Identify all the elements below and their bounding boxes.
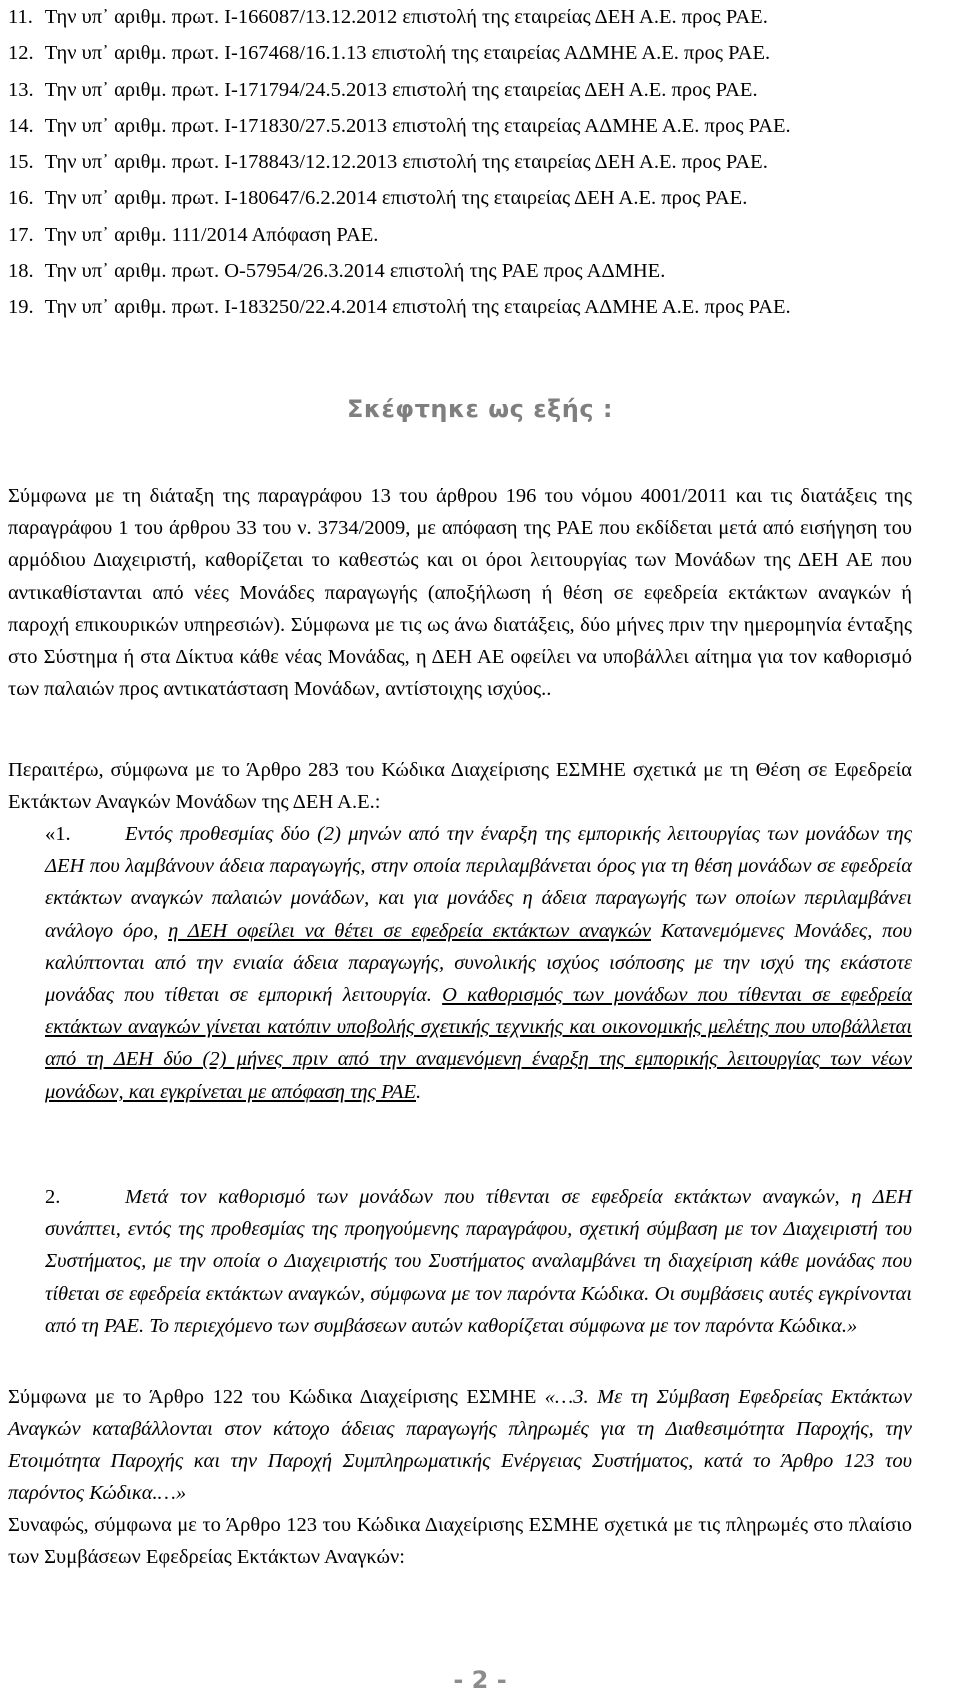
list-item [8, 292, 948, 328]
section-heading: Σκέφτηκε ως εξής : [347, 395, 613, 423]
list-item [8, 38, 948, 74]
list-number: 11. [8, 6, 33, 28]
list-text: Την υπ᾽ αριθμ. πρωτ. Ο-57954/26.3.2014 επιστολή της ΡΑΕ προς ΑΔΜΗΕ. [44, 260, 666, 283]
list-number: 18. [8, 260, 34, 283]
list-text: Την υπ᾽ αριθμ. πρωτ. Ι-171830/27.5.2013 επιστολή της εταιρείας ΑΔΜΗΕ Α.Ε. προς ΡΑΕ. [44, 114, 791, 137]
reference-list [8, 2, 948, 329]
list-number: 14. [8, 114, 34, 137]
paragraph-quote: «…3. Με τη Σύμβαση Εφεδρείας Εκτάκτων Αναγκών καταβάλλονται στον κάτοχο άδειας παραγωγής πληρωμές για τη Διαθεσιμότητα Παροχής, την Ετοιμότητα Παροχής και την Παροχή Συμπληρωματικής Ενέργειας Συστήματος, κατά το Άρθρο 123 του παρόντος Κώδικα.…» [8, 1386, 912, 1504]
list-item [8, 111, 948, 147]
quote-article-283-item-2 [45, 1181, 912, 1342]
list-item [8, 147, 948, 183]
list-item [8, 2, 948, 38]
paragraph-article-283: Περαιτέρω, σύμφωνα με το Άρθρο 283 του Κώδικα Διαχείρισης ΕΣΜΗΕ σχετικά με τη Θέση σε Εφεδρεία Εκτάκτων Αναγκών Μονάδων της ΔΕΗ Α.Ε.: [8, 759, 912, 814]
list-text: Την υπ᾽ αριθμ. πρωτ. Ι-171794/24.5.2013 επιστολή της εταιρείας ΔΕΗ Α.Ε. προς ΡΑΕ. [44, 78, 758, 101]
list-item [8, 75, 948, 111]
quote-text: Εντός προθεσμίας δύο (2) μηνών από την έναρξη της εμπορικής λειτουργίας των μονάδων της ΔΕΗ που λαμβάνουν άδεια παραγωγής, στην οποία περιλαμβάνεται όρος για τη θέση μονάδων σε εφεδρεία εκτάκτων αναγκών παλαιών μονάδων, και για μονάδες η άδεια παραγωγής των οποίων περιλαμβάνει ανάλογο όρο, [45, 823, 912, 942]
quote-item-number: «1. [45, 823, 71, 845]
paragraph-legal-basis: Σύμφωνα με τη διάταξη της παραγράφου 13 του άρθρου 196 του νόμου 4001/2011 και τις διατάξεις της παραγράφου 1 του άρθρου 33 του ν. 3734/2009, με απόφαση της ΡΑΕ που εκδίδεται μετά από εισήγηση του αρμόδιου Διαχειριστή, καθορίζεται το καθεστώς και οι όροι λειτουργίας των Μονάδων της ΔΕΗ ΑΕ που αντικαθίστανται από νέες Μονάδες παραγωγής (αποξήλωση ή θέση σε εφεδρεία εκτάκτων αναγκών ή παροχή επικουρικών υπηρεσιών). Σύμφωνα με τις ως άνω διατάξεις, δύο μήνες πριν την ημερομηνία ένταξης στο Σύστημα ή στα Δίκτυα κάθε νέας Μονάδας, η ΔΕΗ ΑΕ οφείλει να υποβάλλει αίτημα για τον καθορισμό των παλαιών προς αντικατάσταση Μονάδων, αντίστοιχης ισχύος.. [8, 485, 912, 701]
page-number: - 2 - [453, 1666, 507, 1694]
quote-article-283-item-1 [45, 818, 912, 1108]
paragraph-lead: Σύμφωνα με το Άρθρο 122 του Κώδικα Διαχείρισης ΕΣΜΗΕ [8, 1386, 537, 1408]
list-item [8, 256, 948, 292]
paragraph-article-122 [8, 1381, 912, 1509]
quote-end: . [415, 1080, 422, 1103]
quote-text: Μετά τον καθορισμό των μονάδων που τίθενται σε εφεδρεία εκτάκτων αναγκών, η ΔΕΗ συνάπτει, εντός της προθεσμίας της προηγούμενης παραγράφου, σχετική σύμβαση με τον Διαχειριστή του Συστήματος, με την οποία ο Διαχειριστής του Συστήματος αναλαμβάνει τη διαχείριση κάθε μονάδας που τίθεται σε εφεδρεία εκτάκτων αναγκών, σύμφωνα με τον παρόντα Κώδικα. Οι συμβάσεις αυτές εγκρίνονται από τη ΡΑΕ. Το περιεχόμενο των συμβάσεων αυτών καθορίζεται σύμφωνα με τον παρόντα Κώδικα.» [45, 1186, 912, 1337]
list-text: Την υπ᾽ αριθμ. πρωτ. Ι-167468/16.1.13 επιστολή της εταιρείας ΑΔΜΗΕ Α.Ε. προς ΡΑΕ. [44, 42, 771, 65]
list-number: 15. [8, 151, 34, 174]
paragraph-article-123: Συναφώς, σύμφωνα με το Άρθρο 123 του Κώδικα Διαχείρισης ΕΣΜΗΕ σχετικά με τις πληρωμές στο πλαίσιο των Συμβάσεων Εφεδρείας Εκτάκτων Αναγκών: [8, 1514, 912, 1569]
list-number: 19. [8, 296, 34, 319]
quote-underlined-text: η ΔΕΗ οφείλει να θέτει σε εφεδρεία εκτάκτων αναγκών [168, 919, 651, 942]
list-text: Την υπ᾽ αριθμ. πρωτ. Ι-180647/6.2.2014 επιστολή της εταιρείας ΔΕΗ Α.Ε. προς ΡΑΕ. [44, 187, 748, 210]
quote-underlined-text: Ο καθορισμός των μονάδων που τίθενται σε εφεδρεία εκτάκτων αναγκών γίνεται κατόπιν υποβολής σχετικής τεχνικής και οικονομικής μελέτης που υποβάλλεται από τη ΔΕΗ δύο (2) μήνες πριν από την αναμενόμενη έναρξη της εμπορικής λειτουργίας των νέων μονάδων, και εγκρίνεται με απόφαση της ΡΑΕ [45, 984, 913, 1103]
list-number: 16. [8, 187, 34, 210]
list-number: 13. [8, 78, 34, 101]
list-text: Την υπ᾽ αριθμ. πρωτ. Ι-166087/13.12.2012 επιστολή της εταιρείας ΔΕΗ Α.Ε. προς ΡΑΕ. [44, 6, 768, 28]
list-text: Την υπ᾽ αριθμ. πρωτ. Ι-183250/22.4.2014 επιστολή της εταιρείας ΑΔΜΗΕ Α.Ε. προς ΡΑΕ. [44, 296, 791, 319]
quote-item-number: 2. [45, 1186, 61, 1208]
list-number: 17. [8, 223, 34, 246]
quote-text: Κατανεμόμενες Μονάδες, που καλύπτονται από την ενιαία άδεια παραγωγής, συνολικής ισχύος ισόποσης με την ισχύ της εκάστοτε μονάδας που τίθεται σε εμπορική λειτουργία. [45, 919, 913, 1007]
list-item [8, 220, 948, 256]
list-text: Την υπ᾽ αριθμ. πρωτ. Ι-178843/12.12.2013 επιστολή της εταιρείας ΔΕΗ Α.Ε. προς ΡΑΕ. [44, 151, 768, 174]
list-text: Την υπ᾽ αριθμ. 111/2014 Απόφαση ΡΑΕ. [44, 223, 379, 246]
list-number: 12. [8, 42, 34, 65]
list-item [8, 183, 948, 219]
